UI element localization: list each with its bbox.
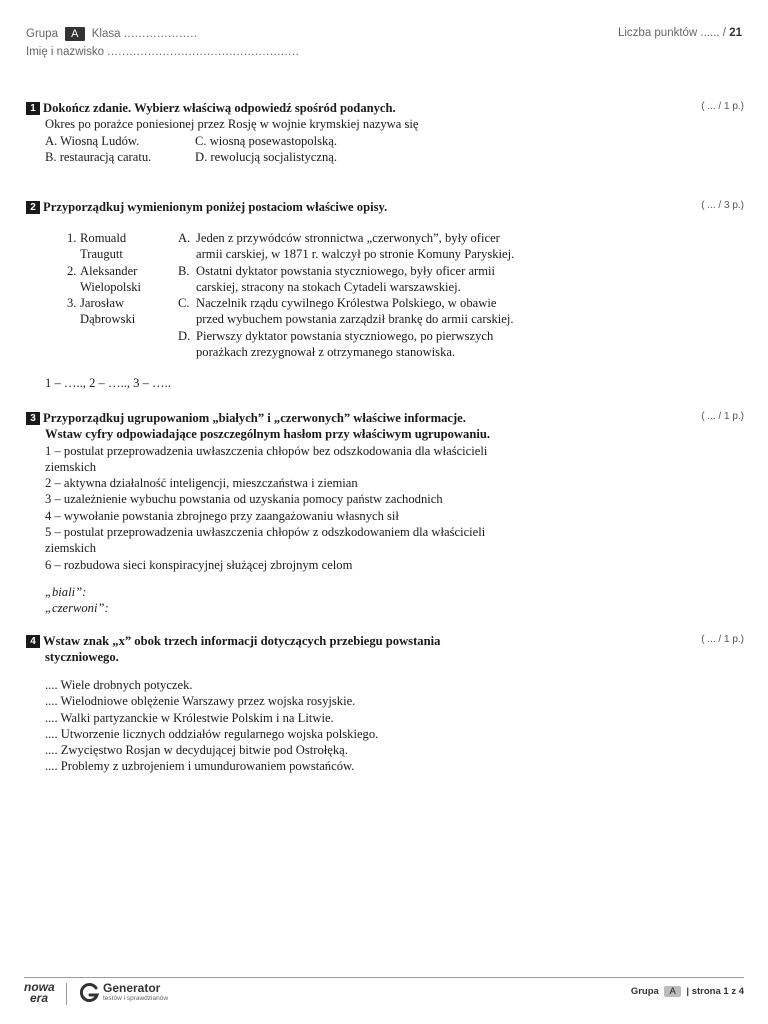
question-title-2: Wstaw cyfry odpowiadające poszczególnym hasłom przy właściwym ugrupowaniu. <box>45 427 490 442</box>
group-label: Grupa <box>26 28 58 40</box>
question-stem: Okres po porażce poniesionej przez Rosję w wojnie krymskiej nazywa się <box>45 117 419 132</box>
people-list: 1. Romuald Traugutt 2. Aleksander Wielopolski 3. Jarosław Dąbrowski <box>67 231 142 327</box>
answer-b: B. restauracją caratu. <box>45 149 152 164</box>
list-item: 4 – wywołanie powstania zbrojnego przy zaangażowaniu własnych sił <box>45 508 399 523</box>
logo-divider <box>66 983 67 1005</box>
answer-a: A. Wiosną Ludów. <box>45 133 140 148</box>
question-1-points: ( ... / 1 p.) <box>701 101 744 112</box>
nowa-era-logo: nowa era <box>24 980 55 1005</box>
question-number: 1 <box>26 102 40 115</box>
question-number: 2 <box>26 201 40 214</box>
white-answer-label: „biali”: <box>45 585 87 599</box>
list-item: 6 – rozbudowa sieci konspiracyjnej służącej zbrojnym celom <box>45 557 353 572</box>
question-title-2: styczniowego. <box>45 650 119 665</box>
generator-logo-text: Generator testów i sprawdzianów <box>103 981 169 1002</box>
list-item: .... Wielodniowe oblężenie Warszawy przez wojska rosyjskie. <box>45 694 356 709</box>
question-title: Przyporządkuj wymienionym poniżej postaciom właściwe opisy. <box>43 200 388 214</box>
question-number: 4 <box>26 635 40 648</box>
question-3 <box>26 410 716 573</box>
name-dots: .................................................... <box>107 46 300 58</box>
list-item: B. Ostatni dyktator powstania styczniowego, były oficer armii <box>178 263 496 278</box>
page-number: | strona 1 z 4 <box>686 986 744 997</box>
footer-divider <box>24 977 744 978</box>
class-label: Klasa <box>91 28 121 40</box>
list-item: 1 – postulat przeprowadzenia uwłaszczenia chłopów bez odszkodowania dla właścicieli <box>45 443 488 458</box>
footer-group-badge: A <box>664 986 680 997</box>
answer-line: 1 – ….., 2 – ….., 3 – ….. <box>45 376 171 390</box>
points-total: 21 <box>729 27 742 39</box>
list-item: 3 – uzależnienie wybuchu powstania od uzyskania pomocy państw zachodnich <box>45 492 443 507</box>
list-item: .... Wiele drobnych potyczek. <box>45 678 193 692</box>
answer-c: C. wiosną posewastopolską. <box>195 133 338 148</box>
question-2 <box>26 199 716 215</box>
generator-logo-icon <box>78 982 100 1009</box>
checklist <box>45 677 378 775</box>
list-item: D. Pierwszy dyktator powstania styczniowego, po pierwszych <box>178 328 494 343</box>
answer-d: D. rewolucją socjalistyczną. <box>195 149 337 164</box>
question-1 <box>26 100 716 165</box>
list-item: .... Walki partyzanckie w Królestwie Polskim i na Litwie. <box>45 710 334 725</box>
list-item: 2 – aktywna działalność inteligencji, mieszczaństwa i ziemian <box>45 476 358 491</box>
question-title: Dokończ zdanie. Wybierz właściwą odpowiedź spośród podanych. <box>43 101 396 115</box>
list-item: .... Problemy z uzbrojeniem i umundurowaniem powstańców. <box>45 759 355 774</box>
list-item: ziemskich <box>45 541 97 556</box>
points-label: Liczba punktów ...... / <box>617 27 726 39</box>
question-4 <box>26 633 716 666</box>
question-3-points: ( ... / 1 p.) <box>701 411 744 422</box>
descriptions-list: A. Jeden z przywódców stronnictwa „czerwonych”, były oficer armii carskiej, w 1871 r. walczył po stronie Komuny Paryskiej. B. Ostatni dyktator powstania styczniowego, były oficer armii carskiej, stracony na stokach Cytadeli warszawskiej. C. Naczelnik rządu cywilnego Królestwa Polskiego, w obawie przed wybuchem powstania zarządził brankę do armii carskiej. D. Pierwszy dyktator powstania styczniowego, po pierwszych porażkach zrezygnował z otrzymanego stanowiska. <box>178 231 515 360</box>
question-title: Przyporządkuj ugrupowaniom „białych” i „czerwonych” właściwe informacje. <box>43 411 466 425</box>
red-answer-label: „czerwoni”: <box>45 601 109 616</box>
group-badge: A <box>65 27 84 41</box>
list-item: ziemskich <box>45 459 97 474</box>
header-group-line <box>26 27 198 41</box>
list-item: .... Zwycięstwo Rosjan w decydującej bitwie pod Ostrołęką. <box>45 743 348 758</box>
list-item: 5 – postulat przeprowadzenia uwłaszczenia chłopów z odszkodowaniem dla właścicieli <box>45 525 486 540</box>
class-dots: .................... <box>123 28 198 40</box>
question-4-points: ( ... / 1 p.) <box>701 634 744 645</box>
list-item: .... Utworzenie licznych oddziałów regularnego wojska polskiego. <box>45 726 379 741</box>
list-item: A. Jeden z przywódców stronnictwa „czerwonych”, były oficer <box>178 231 500 245</box>
list-item: 2. Aleksander <box>67 263 138 278</box>
page-footer <box>631 986 744 997</box>
points-total-line <box>618 27 742 39</box>
list-item: C. Naczelnik rządu cywilnego Królestwa Polskiego, w obawie <box>178 296 497 311</box>
list-item: 3. Jarosław <box>67 296 125 311</box>
question-number: 3 <box>26 412 40 425</box>
footer-group-label: Grupa <box>630 986 659 997</box>
question-title: Wstaw znak „x” obok trzech informacji dotyczących przebiegu powstania <box>43 634 441 648</box>
answer-groups <box>45 584 109 617</box>
list-item: 1. Romuald <box>67 231 127 245</box>
question-2-points: ( ... / 3 p.) <box>701 200 744 211</box>
name-label: Imię i nazwisko <box>26 46 104 58</box>
header-name-line <box>26 46 299 58</box>
